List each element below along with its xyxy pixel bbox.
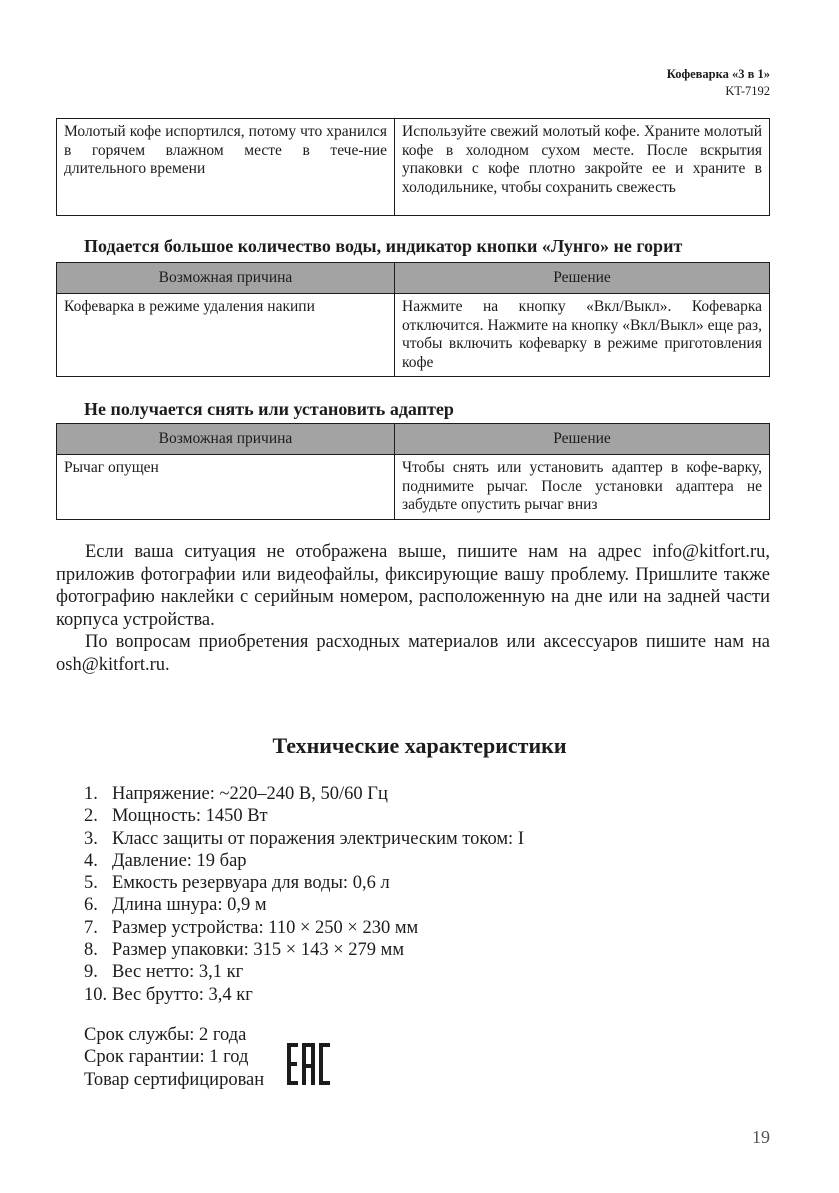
service-info [84,1024,264,1091]
specs-list [84,783,524,1006]
cause-cell: Рычаг опущен [57,455,395,520]
table-row [57,119,770,216]
column-header-cause: Возможная причина [57,263,395,294]
table-header-row [57,263,770,294]
contact-info [56,541,770,676]
solution-cell: Чтобы снять или установить адаптер в кофе-варку, поднимите рычаг. После установки адаптера не забудьте опустить рычаг вниз [395,455,770,520]
list-item: 6. Длина шнура: 0,9 м [84,895,267,916]
cause-cell: Молотый кофе испортился, потому что хранился в горячем влажном месте в тече-ние длительного времени [57,119,395,216]
list-item: 9. Вес нетто: 3,1 кг [84,962,244,983]
section-title-adapter: Не получается снять или установить адаптер [84,399,454,419]
table-row [57,294,770,377]
table-row [57,455,770,520]
troubleshooting-table-adapter [56,423,770,520]
troubleshooting-table-lungo [56,262,770,377]
cause-cell: Кофеварка в режиме удаления накипи [57,294,395,377]
column-header-solution: Решение [395,424,770,455]
page-number: 19 [752,1127,770,1147]
column-header-solution: Решение [395,263,770,294]
solution-cell: Используйте свежий молотый кофе. Храните молотый кофе в холодном сухом месте. После вскрытия упаковки с кофе плотно закройте ее и храните в холодильнике, чтобы сохранить свежесть [395,119,770,216]
product-title: Кофеварка «3 в 1» [666,67,770,81]
accessories-paragraph: По вопросам приобретения расходных материалов или аксессуаров пишите нам на osh@kitfort.ru. [56,632,770,675]
certification-note: Товар сертифицирован [84,1069,265,1090]
section-title-lungo: Подается большое количество воды, индикатор кнопки «Лунго» не горит [84,236,683,256]
list-item: 3. Класс защиты от поражения электрическим током: I [84,828,524,849]
list-item: 4. Давление: 19 бар [84,850,247,871]
contact-paragraph: Если ваша ситуация не отображена выше, пишите нам на адрес info@kitfort.ru, приложив фотографии или видеофайлы, фиксирующие вашу проблему. Пришлите также фотографию наклейки с серийным номером, расположенную на дне или на задней части корпуса устройства. [56,542,770,630]
column-header-cause: Возможная причина [57,424,395,455]
solution-cell: Нажмите на кнопку «Вкл/Выкл». Кофеварка отключится. Нажмите на кнопку «Вкл/Выкл» еще раз, чтобы включить кофеварку в режиме приготовления кофе [395,294,770,377]
list-item: 5. Емкость резервуара для воды: 0,6 л [84,873,390,894]
list-item: 10. Вес брутто: 3,4 кг [84,984,253,1005]
warranty-period: Срок гарантии: 1 год [84,1047,249,1068]
eac-mark-icon [287,1043,330,1085]
model-number: KT-7192 [725,84,770,98]
list-item: 8. Размер упаковки: 315 × 143 × 279 мм [84,940,405,961]
table-header-row [57,424,770,455]
troubleshooting-table-continued [56,118,770,216]
page-header [667,66,770,100]
list-item: 1. Напряжение: ~220–240 В, 50/60 Гц [84,784,388,804]
list-item: 7. Размер устройства: 110 × 250 × 230 мм [84,917,419,938]
service-life: Срок службы: 2 года [84,1025,247,1045]
specs-heading: Технические характеристики [272,733,567,758]
list-item: 2. Мощность: 1450 Вт [84,806,268,827]
